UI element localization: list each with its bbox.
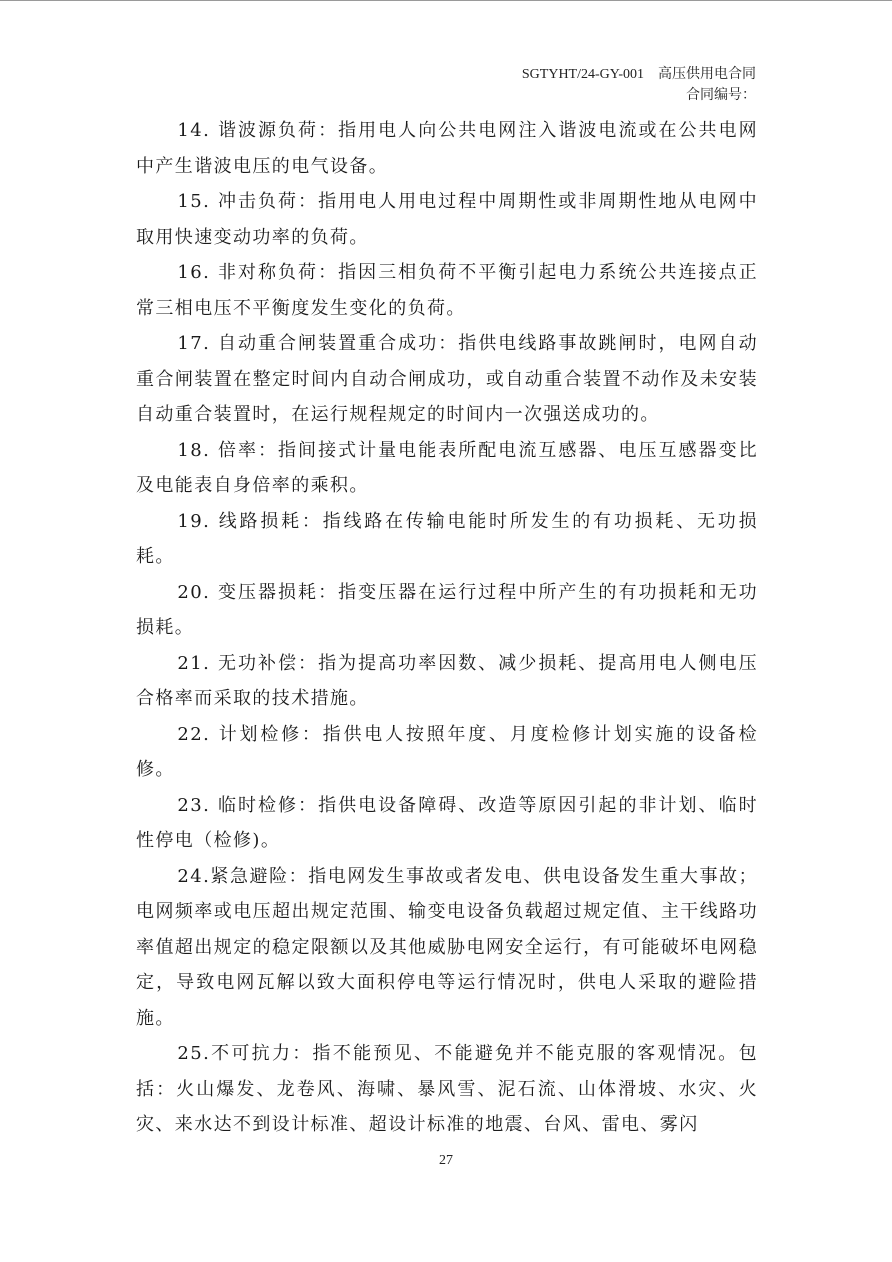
clause-24: 24.紧急避险：指电网发生事故或者发电、供电设备发生重大事故；电网频率或电压超出规定范围、输变电设备负载超过规定值、主干线路功率值超出规定的稳定限额以及其他威胁电网安全运行，有可能破坏电网稳定，导致电网瓦解以致大面积停电等运行情况时，供电人采取的避险措施。 (136, 865, 758, 1029)
clause-18: 18. 倍率：指间接式计量电能表所配电流互感器、电压互感器变比及电能表自身倍率的乘积。 (136, 439, 758, 496)
contract-type: 高压供用电合同 (658, 67, 756, 82)
clause-15: 15. 冲击负荷：指用电人用电过程中周期性或非周期性地从电网中取用快速变动功率的负荷。 (136, 191, 758, 248)
page-header (522, 64, 756, 106)
clause-21: 21. 无功补偿：指为提高功率因数、减少损耗、提高用电人侧电压合格率而采取的技术措施。 (136, 652, 758, 709)
contract-number-label: 合同编号： (686, 88, 756, 103)
clause-14: 14. 谐波源负荷：指用电人向公共电网注入谐波电流或在公共电网中产生谐波电压的电气设备。 (136, 120, 758, 177)
page-number: 27 (439, 1153, 453, 1168)
clause-20: 20. 变压器损耗：指变压器在运行过程中所产生的有功损耗和无功损耗。 (136, 581, 758, 638)
clause-16: 16. 非对称负荷：指因三相负荷不平衡引起电力系统公共连接点正常三相电压不平衡度发生变化的负荷。 (136, 262, 758, 319)
top-border-line (0, 0, 892, 1)
clause-25: 25.不可抗力：指不能预见、不能避免并不能克服的客观情况。包括：火山爆发、龙卷风、海啸、暴风雪、泥石流、山体滑坡、水灾、火灾、来水达不到设计标准、超设计标准的地震、台风、雷电、雾闪 (136, 1043, 758, 1135)
clause-23: 23. 临时检修：指供电设备障碍、改造等原因引起的非计划、临时性停电（检修)。 (136, 794, 758, 851)
clause-22: 22. 计划检修：指供电人按照年度、月度检修计划实施的设备检修。 (136, 723, 758, 780)
header-line-1 (522, 64, 756, 85)
document-body (136, 113, 758, 1143)
clause-19: 19. 线路损耗：指线路在传输电能时所发生的有功损耗、无功损耗。 (136, 510, 758, 567)
clause-17: 17. 自动重合闸装置重合成功：指供电线路事故跳闸时，电网自动重合闸装置在整定时间内自动合闸成功，或自动重合装置不动作及未安装自动重合装置时，在运行规程规定的时间内一次强送成功的。 (136, 333, 758, 425)
contract-code: SGTYHT/24-GY-001 (521, 67, 644, 82)
